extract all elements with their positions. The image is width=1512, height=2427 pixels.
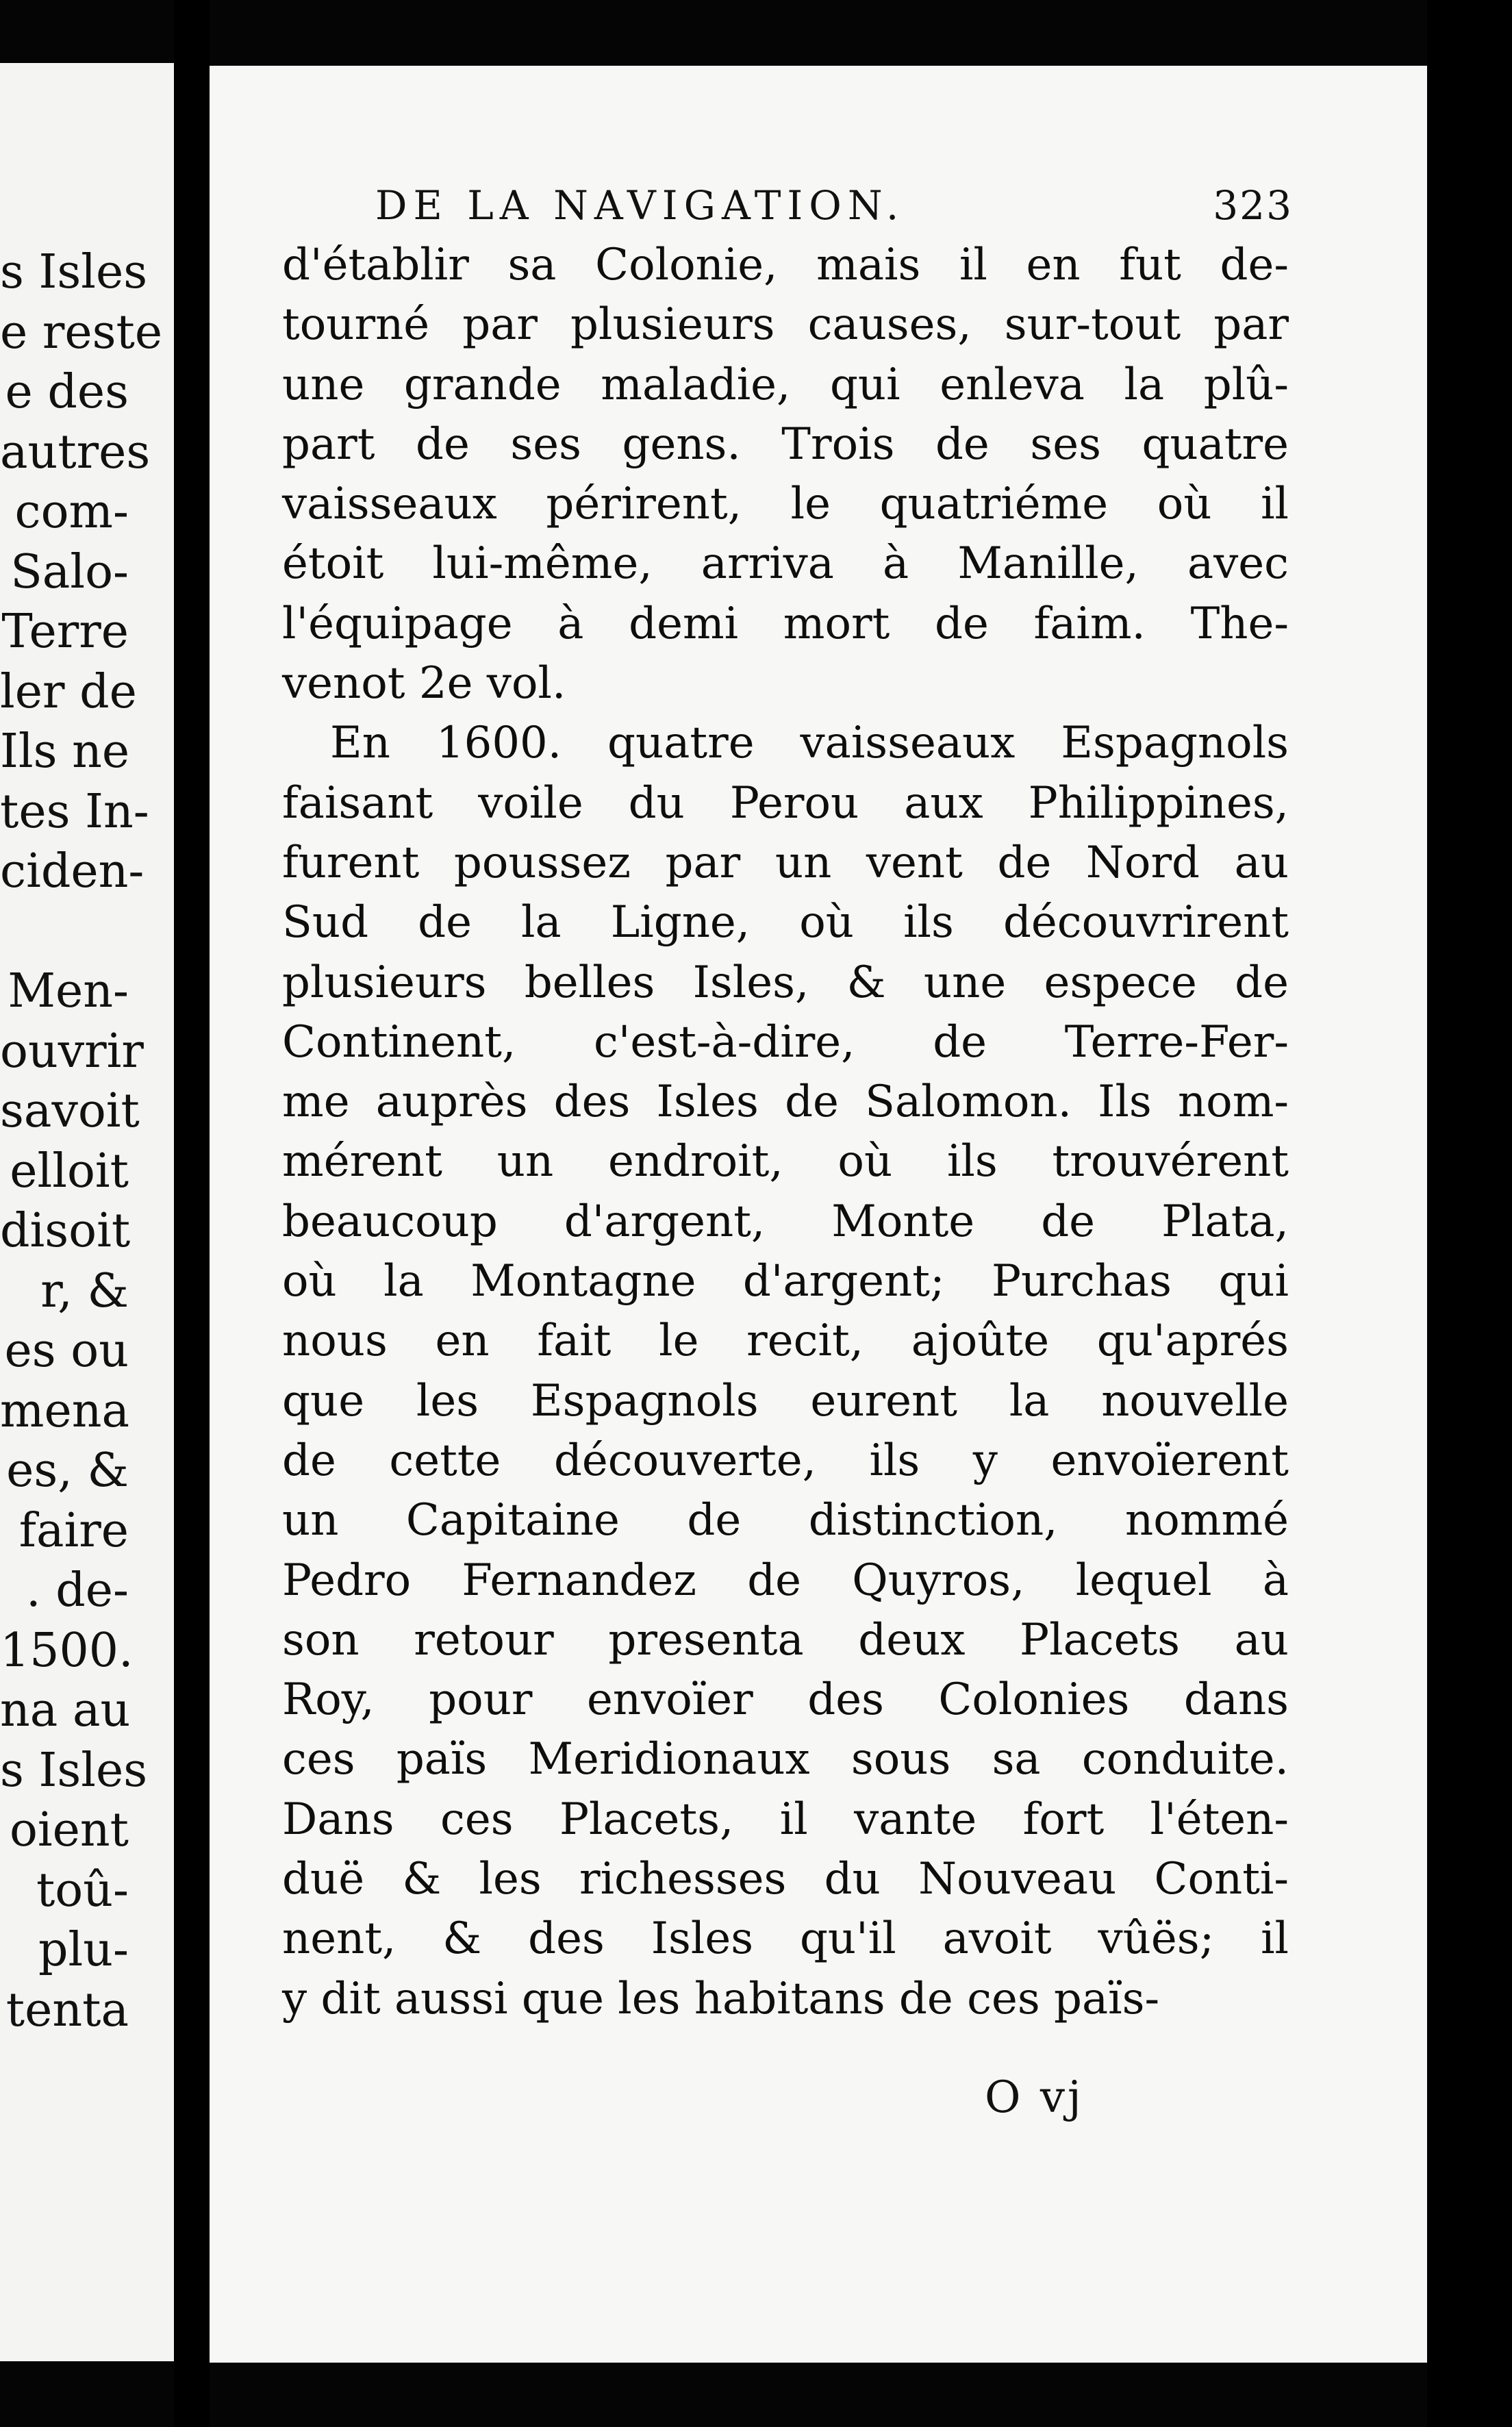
left-page-line	[0, 902, 171, 962]
left-page-line: elloit	[10, 1144, 129, 1198]
page-number: 323	[1213, 182, 1293, 229]
left-page-text	[0, 242, 171, 2040]
text-line: y dit aussi que les habitans de ces païs-	[282, 1973, 1160, 2024]
text-line: venot 2e vol.	[282, 658, 566, 709]
left-page-line: e des	[5, 365, 129, 419]
left-page-line: tenta	[5, 1983, 129, 2037]
left-page-line: s Isles	[0, 1743, 148, 1798]
text-line: beaucoup d'argent, Monte de Plata,	[282, 1196, 1289, 1247]
text-line: part de ses gens. Trois de ses quatre	[282, 418, 1289, 470]
text-line: mérent un endroit, où ils trouvérent	[282, 1136, 1289, 1187]
text-line: son retour presenta deux Placets au	[282, 1614, 1289, 1665]
text-line: plusieurs belles Isles, & une espece de	[282, 957, 1289, 1008]
text-line: Continent, c'est-à-dire, de Terre-Fer-	[282, 1016, 1289, 1068]
text-line: de cette découverte, ils y envoïerent	[282, 1435, 1289, 1486]
text-line: duë & les richesses du Nouveau Conti-	[282, 1854, 1289, 1905]
text-line: étoit lui-même, arriva à Manille, avec	[282, 538, 1289, 590]
left-page-line: Men-	[8, 964, 129, 1018]
left-page-line: mena	[0, 1383, 130, 1438]
left-page-line: Ils ne	[0, 725, 130, 779]
left-page-line: plu-	[38, 1923, 129, 1977]
left-page-line: savoit	[0, 1084, 140, 1138]
text-line: une grande maladie, qui enleva la plû-	[282, 359, 1289, 410]
left-page-line: e reste	[0, 305, 163, 360]
left-page-line: es, &	[6, 1444, 129, 1498]
left-page-line: Terre	[1, 605, 129, 659]
signature-mark: O vj	[985, 2072, 1084, 2123]
left-page-line: ler de	[0, 664, 137, 719]
left-page-line: . de-	[26, 1563, 129, 1618]
text-line: tourné par plusieurs causes, sur-tout par	[282, 299, 1289, 351]
running-header	[375, 182, 1293, 244]
text-line: l'équipage à demi mort de faim. The-	[282, 598, 1289, 649]
text-line: Dans ces Placets, il vante fort l'éten-	[282, 1794, 1289, 1845]
left-page-line: faire	[18, 1503, 129, 1558]
left-page-line: com-	[14, 485, 129, 539]
text-line: nent, & des Isles qu'il avoit vûës; il	[282, 1913, 1289, 1965]
text-line: vaisseaux périrent, le quatriéme où il	[282, 479, 1289, 530]
book-page	[210, 66, 1427, 2363]
text-line: me auprès des Isles de Salomon. Ils nom-	[282, 1077, 1289, 1128]
left-page-line: es ou	[4, 1324, 129, 1378]
left-page-line: toû-	[36, 1863, 129, 1917]
text-line: un Capitaine de distinction, nommé	[282, 1495, 1289, 1546]
text-line: Roy, pour envoïer des Colonies dans	[282, 1674, 1289, 1726]
text-line: d'établir sa Colonie, mais il en fut de-	[282, 240, 1289, 290]
text-line: furent poussez par un vent de Nord au	[282, 837, 1289, 888]
text-line: où la Montagne d'argent; Purchas qui	[282, 1256, 1289, 1307]
body-text	[282, 236, 1289, 2029]
left-page-line: 1500.	[0, 1623, 134, 1678]
text-line: faisant voile du Perou aux Philippines,	[282, 777, 1289, 829]
left-page-line: r, &	[40, 1263, 129, 1318]
header-title: DE LA NAVIGATION.	[375, 182, 905, 229]
left-page-line: disoit	[0, 1204, 131, 1258]
text-line: ces païs Meridionaux sous sa conduite.	[282, 1734, 1289, 1785]
left-facing-page	[0, 63, 174, 2361]
text-line: En 1600. quatre vaisseaux Espagnols	[330, 718, 1289, 769]
text-line: Sud de la Ligne, où ils découvrirent	[282, 897, 1289, 948]
left-page-line: tes In-	[0, 784, 149, 839]
left-page-line: ouvrir	[0, 1024, 144, 1079]
left-page-line: Salo-	[10, 544, 129, 599]
right-margin-edge	[1427, 0, 1512, 2427]
left-page-line: oient	[9, 1803, 129, 1857]
book-gutter	[174, 0, 210, 2427]
left-page-line: na au	[0, 1683, 131, 1737]
text-line: que les Espagnols eurent la nouvelle	[282, 1375, 1289, 1426]
text-line: nous en fait le recit, ajoûte qu'aprés	[282, 1316, 1289, 1367]
left-page-line: s Isles	[0, 245, 148, 299]
left-page-line: ciden-	[0, 844, 144, 898]
text-line: Pedro Fernandez de Quyros, lequel à	[282, 1555, 1289, 1606]
left-page-line: autres	[0, 425, 151, 479]
